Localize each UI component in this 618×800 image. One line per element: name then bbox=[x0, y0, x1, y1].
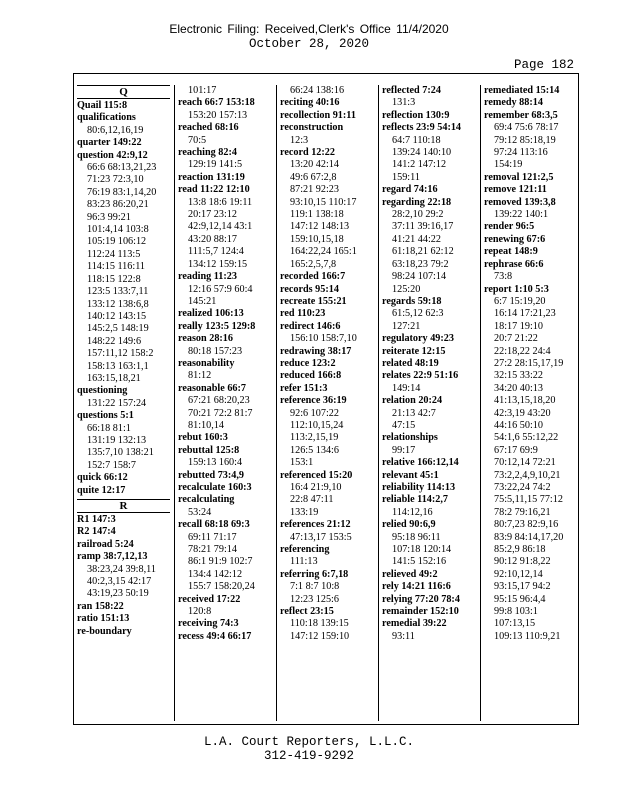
index-reference: 123:5 133:7,11 bbox=[87, 286, 149, 298]
index-reference: 148:22 149:6 bbox=[87, 335, 142, 347]
index-term: remove 121:11 bbox=[484, 184, 547, 196]
index-reference: 71:23 72:3,10 bbox=[87, 174, 144, 186]
index-reference: 73:2,2,4,9,10,21 bbox=[494, 469, 561, 481]
index-reference: 98:24 107:14 bbox=[392, 271, 447, 283]
index-reference: 120:8 bbox=[188, 606, 212, 618]
index-term: reduce 123:2 bbox=[280, 357, 336, 369]
index-term: records 95:14 bbox=[280, 283, 339, 295]
index-reference: 6:7 15:19,20 bbox=[494, 295, 546, 307]
column-divider bbox=[276, 85, 277, 721]
index-reference: 107:13,15 bbox=[494, 618, 536, 630]
reporter-phone: 312-419-9292 bbox=[263, 749, 354, 763]
index-reference: 38:23,24 39:8,11 bbox=[87, 563, 156, 575]
index-reference: 67:17 69:9 bbox=[494, 444, 538, 456]
index-term: reciting 40:16 bbox=[280, 97, 340, 109]
index-term: recorded 166:7 bbox=[280, 271, 346, 283]
index-reference: 42:3,19 43:20 bbox=[494, 407, 551, 419]
index-term: referencing bbox=[280, 544, 330, 556]
index-term: relation 20:24 bbox=[382, 395, 443, 407]
index-term: reflected 7:24 bbox=[382, 85, 441, 96]
index-term: received 17:22 bbox=[178, 593, 241, 605]
index-term: red 110:23 bbox=[280, 308, 326, 320]
index-reference: 92:6 107:22 bbox=[290, 407, 339, 419]
index-term: relates 22:9 51:16 bbox=[382, 370, 459, 382]
index-term: reconstruction bbox=[280, 122, 344, 134]
index-reference: 141:5 152:16 bbox=[392, 556, 447, 568]
index-term: relevant 45:1 bbox=[382, 469, 439, 481]
index-reference: 155:7 158:20,24 bbox=[188, 581, 255, 593]
index-reference: 63:18,23 79:2 bbox=[392, 258, 449, 270]
index-column-3 bbox=[280, 85, 376, 721]
index-reference: 75:5,11,15 77:12 bbox=[494, 494, 563, 506]
index-reference: 114:15 116:11 bbox=[87, 261, 146, 273]
index-reference: 78:21 79:14 bbox=[188, 544, 237, 556]
index-reference: 81:12 bbox=[188, 370, 212, 382]
index-term: railroad 5:24 bbox=[77, 538, 134, 550]
index-reference: 107:18 120:14 bbox=[392, 544, 452, 556]
index-column-5 bbox=[484, 85, 577, 721]
index-term: regards 59:18 bbox=[382, 295, 442, 307]
index-term: questions 5:1 bbox=[77, 410, 134, 422]
index-reference: 133:12 138:6,8 bbox=[87, 298, 149, 310]
index-reference: 93:15,17 94:2 bbox=[494, 581, 551, 593]
index-term: referring 6:7,18 bbox=[280, 568, 349, 580]
index-reference: 92:10,12,14 bbox=[494, 568, 543, 580]
index-reference: 99:17 bbox=[392, 444, 416, 456]
index-reference: 43:20 88:17 bbox=[188, 233, 237, 245]
index-term: referenced 15:20 bbox=[280, 469, 353, 481]
index-reference: 34:20 40:13 bbox=[494, 382, 543, 394]
index-reference: 12:3 bbox=[290, 134, 309, 146]
page-number: Page 182 bbox=[513, 58, 574, 72]
index-reference: 83:9 84:14,17,20 bbox=[494, 531, 564, 543]
index-term: remember 68:3,5 bbox=[484, 109, 558, 121]
index-term: reference 36:19 bbox=[280, 395, 347, 407]
index-reference: 13:8 18:6 19:11 bbox=[188, 196, 253, 208]
index-reference: 156:10 158:7,10 bbox=[290, 333, 357, 345]
index-reference: 134:12 159:15 bbox=[188, 258, 248, 270]
index-reference: 93:11 bbox=[392, 630, 415, 642]
index-term: recall 68:18 69:3 bbox=[178, 519, 250, 531]
index-reference: 70:21 72:2 81:7 bbox=[188, 407, 253, 419]
index-term: renewing 67:6 bbox=[484, 233, 546, 245]
index-reference: 93:10,15 110:17 bbox=[290, 196, 357, 208]
section-letter: R bbox=[77, 499, 170, 513]
index-reference: 101:17 bbox=[188, 85, 217, 96]
index-reference: 69:4 75:6 78:17 bbox=[494, 122, 559, 134]
reporter-name: L.A. Court Reporters, L.L.C. bbox=[203, 735, 415, 749]
index-term: quite 12:17 bbox=[77, 484, 126, 496]
index-reference: 85:2,9 86:18 bbox=[494, 544, 546, 556]
index-reference: 78:2 79:16,21 bbox=[494, 506, 551, 518]
index-reference: 159:13 160:4 bbox=[188, 457, 243, 469]
index-term: record 12:22 bbox=[280, 147, 335, 159]
index-reference: 90:12 91:8,22 bbox=[494, 556, 551, 568]
index-term: receiving 74:3 bbox=[178, 618, 239, 630]
index-reference: 54:1,6 55:12,22 bbox=[494, 432, 559, 444]
index-term: R1 147:3 bbox=[77, 514, 116, 525]
index-reference: 118:15 122:8 bbox=[87, 273, 141, 285]
index-reference: 42:9,12,14 43:1 bbox=[188, 221, 253, 233]
index-reference: 64:7 110:18 bbox=[392, 134, 441, 146]
index-reference: 80:7,23 82:9,16 bbox=[494, 519, 559, 531]
index-reference: 66:24 138:16 bbox=[290, 85, 345, 96]
index-reference: 159:10,15,18 bbox=[290, 233, 344, 245]
index-reference: 7:1 8:7 10:8 bbox=[290, 581, 340, 593]
index-term: qualifications bbox=[77, 112, 136, 124]
index-term: ran 158:22 bbox=[77, 600, 124, 612]
index-term: question 42:9,12 bbox=[77, 149, 148, 161]
index-reference: 139:22 140:1 bbox=[494, 209, 549, 221]
index-term: repeat 148:9 bbox=[484, 246, 538, 258]
index-term: reaching 82:4 bbox=[178, 147, 237, 159]
index-term: rephrase 66:6 bbox=[484, 258, 544, 270]
index-reference: 111:13 bbox=[290, 556, 318, 568]
index-reference: 109:13 110:9,21 bbox=[494, 630, 561, 642]
section-letter: Q bbox=[77, 85, 170, 99]
index-term: reliable 114:2,7 bbox=[382, 494, 449, 506]
index-reference: 21:13 42:7 bbox=[392, 407, 436, 419]
index-reference: 163:15,18,21 bbox=[87, 372, 141, 384]
index-term: remedy 88:14 bbox=[484, 97, 543, 109]
index-reference: 152:7 158:7 bbox=[87, 459, 136, 471]
index-term: relieved 49:2 bbox=[382, 568, 438, 580]
index-term: reading 11:23 bbox=[178, 271, 237, 283]
index-reference: 49:6 67:2,8 bbox=[290, 171, 337, 183]
filing-stamp: Electronic Filing: Received,Clerk's Office 11/4/2020 bbox=[169, 22, 449, 36]
index-reference: 87:21 92:23 bbox=[290, 184, 339, 196]
index-reference: 145:2,5 148:19 bbox=[87, 323, 149, 335]
index-term: reiterate 12:15 bbox=[382, 345, 446, 357]
filing-date: October 28, 2020 bbox=[248, 37, 370, 51]
index-reference: 43:19,23 50:19 bbox=[87, 588, 149, 600]
index-reference: 40:2,3,15 42:17 bbox=[87, 576, 152, 588]
index-reference: 127:21 bbox=[392, 320, 421, 332]
index-term: remedial 39:22 bbox=[382, 618, 447, 630]
index-reference: 37:11 39:16,17 bbox=[392, 221, 454, 233]
index-reference: 105:19 106:12 bbox=[87, 236, 147, 248]
index-term: reasonable 66:7 bbox=[178, 382, 247, 394]
index-reference: 159:11 bbox=[392, 171, 420, 183]
index-reference: 73:8 bbox=[494, 271, 513, 283]
index-reference: 147:12 148:13 bbox=[290, 221, 350, 233]
index-term: references 21:12 bbox=[280, 519, 351, 531]
index-term: really 123:5 129:8 bbox=[178, 320, 256, 332]
index-term: rebut 160:3 bbox=[178, 432, 228, 444]
index-reference: 131:19 132:13 bbox=[87, 434, 147, 446]
index-reference: 47:13,17 153:5 bbox=[290, 531, 352, 543]
index-term: removal 121:2,5 bbox=[484, 171, 554, 183]
index-reference: 67:21 68:20,23 bbox=[188, 395, 250, 407]
index-reference: 61:18,21 62:12 bbox=[392, 246, 454, 258]
index-reference: 153:1 bbox=[290, 457, 314, 469]
index-reference: 86:1 91:9 102:7 bbox=[188, 556, 253, 568]
index-reference: 157:11,12 158:2 bbox=[87, 348, 154, 360]
index-reference: 76:19 83:1,14,20 bbox=[87, 186, 157, 198]
index-reference: 111:5,7 124:4 bbox=[188, 246, 244, 258]
index-term: reasonability bbox=[178, 357, 235, 369]
index-term: quarter 149:22 bbox=[77, 137, 142, 149]
index-reference: 153:20 157:13 bbox=[188, 109, 248, 121]
index-term: R2 147:4 bbox=[77, 526, 116, 538]
index-term: regulatory 49:23 bbox=[382, 333, 454, 345]
index-reference: 96:3 99:21 bbox=[87, 211, 131, 223]
index-term: reason 28:16 bbox=[178, 333, 233, 345]
index-reference: 44:16 50:10 bbox=[494, 419, 543, 431]
index-reference: 147:12 159:10 bbox=[290, 630, 350, 642]
index-term: Quail 115:8 bbox=[77, 100, 128, 111]
index-reference: 95:18 96:11 bbox=[392, 531, 441, 543]
index-reference: 66:18 81:1 bbox=[87, 422, 131, 434]
index-reference: 22:8 47:11 bbox=[290, 494, 334, 506]
index-column-2 bbox=[178, 85, 274, 721]
index-reference: 149:14 bbox=[392, 382, 421, 394]
index-reference: 125:20 bbox=[392, 283, 421, 295]
index-reference: 126:5 134:6 bbox=[290, 444, 339, 456]
index-term: render 96:5 bbox=[484, 221, 535, 233]
index-term: rebutted 73:4,9 bbox=[178, 469, 245, 481]
index-reference: 139:24 140:10 bbox=[392, 147, 452, 159]
index-reference: 80:6,12,16,19 bbox=[87, 124, 144, 136]
index-term: rely 14:21 116:6 bbox=[382, 581, 451, 593]
index-reference: 41:13,15,18,20 bbox=[494, 395, 556, 407]
index-reference: 70:12,14 72:21 bbox=[494, 457, 556, 469]
index-reference: 145:21 bbox=[188, 295, 217, 307]
index-term: recalculate 160:3 bbox=[178, 482, 252, 493]
index-term: recess 49:4 66:17 bbox=[178, 630, 252, 642]
index-column-1 bbox=[77, 85, 170, 721]
index-term: refer 151:3 bbox=[280, 382, 328, 394]
index-term: remainder 152:10 bbox=[382, 606, 459, 618]
index-reference: 83:23 86:20,21 bbox=[87, 199, 149, 211]
index-term: reach 66:7 153:18 bbox=[178, 97, 255, 109]
column-divider bbox=[480, 85, 481, 721]
index-term: remediated 15:14 bbox=[484, 85, 560, 96]
index-reference: 80:18 157:23 bbox=[188, 345, 243, 357]
index-reference: 134:4 142:12 bbox=[188, 568, 243, 580]
index-term: reaction 131:19 bbox=[178, 171, 245, 183]
index-reference: 13:20 42:14 bbox=[290, 159, 339, 171]
index-term: read 11:22 12:10 bbox=[178, 184, 250, 196]
index-term: questioning bbox=[77, 385, 128, 397]
index-reference: 110:18 139:15 bbox=[290, 618, 349, 630]
index-term: reduced 166:8 bbox=[280, 370, 342, 382]
index-term: removed 139:3,8 bbox=[484, 196, 556, 208]
index-reference: 70:5 bbox=[188, 134, 207, 146]
index-reference: 114:12,16 bbox=[392, 506, 433, 518]
index-term: relied 90:6,9 bbox=[382, 519, 436, 531]
index-term: regarding 22:18 bbox=[382, 196, 452, 208]
index-term: recalculating bbox=[178, 494, 235, 506]
index-reference: 22:18,22 24:4 bbox=[494, 345, 551, 357]
index-reference: 12:16 57:9 60:4 bbox=[188, 283, 253, 295]
index-reference: 154:19 bbox=[494, 159, 523, 171]
index-term: report 1:10 5:3 bbox=[484, 283, 549, 295]
column-divider bbox=[174, 85, 175, 721]
index-term: relative 166:12,14 bbox=[382, 457, 459, 469]
index-reference: 61:5,12 62:3 bbox=[392, 308, 444, 320]
index-term: reflects 23:9 54:14 bbox=[382, 122, 462, 134]
index-term: ramp 38:7,12,13 bbox=[77, 551, 148, 563]
index-reference: 101:4,14 103:8 bbox=[87, 224, 149, 236]
index-term: regard 74:16 bbox=[382, 184, 438, 196]
index-term: redrawing 38:17 bbox=[280, 345, 352, 357]
index-reference: 73:22,24 74:2 bbox=[494, 482, 551, 493]
index-reference: 133:19 bbox=[290, 506, 319, 518]
index-reference: 131:22 157:24 bbox=[87, 397, 147, 409]
index-reference: 113:2,15,19 bbox=[290, 432, 339, 444]
index-reference: 131:3 bbox=[392, 97, 416, 109]
index-reference: 165:2,5,7,8 bbox=[290, 258, 337, 270]
index-term: relying 77:20 78:4 bbox=[382, 593, 460, 605]
index-reference: 140:12 143:15 bbox=[87, 310, 147, 322]
index-reference: 158:13 163:1,1 bbox=[87, 360, 149, 372]
index-reference: 47:15 bbox=[392, 419, 416, 431]
index-reference: 12:23 125:6 bbox=[290, 593, 339, 605]
index-reference: 20:17 23:12 bbox=[188, 209, 237, 221]
index-term: ratio 151:13 bbox=[77, 613, 130, 625]
index-term: realized 106:13 bbox=[178, 308, 244, 320]
index-reference: 20:7 21:22 bbox=[494, 333, 538, 345]
index-term: reached 68:16 bbox=[178, 122, 239, 134]
index-column-4 bbox=[382, 85, 478, 721]
index-term: re-boundary bbox=[77, 625, 132, 637]
index-reference: 81:10,14 bbox=[188, 419, 224, 431]
index-reference: 66:6 68:13,21,23 bbox=[87, 162, 157, 174]
index-reference: 41:21 44:22 bbox=[392, 233, 441, 245]
index-term: quick 66:12 bbox=[77, 472, 128, 484]
index-reference: 95:15 96:4,4 bbox=[494, 593, 546, 605]
index-term: reflection 130:9 bbox=[382, 109, 450, 121]
index-reference: 53:24 bbox=[188, 506, 212, 518]
index-reference: 129:19 141:5 bbox=[188, 159, 243, 171]
index-term: relationships bbox=[382, 432, 438, 444]
index-reference: 16:4 21:9,10 bbox=[290, 482, 342, 493]
index-reference: 16:14 17:21,23 bbox=[494, 308, 556, 320]
index-reference: 164:22,24 165:1 bbox=[290, 246, 357, 258]
index-reference: 79:12 85:18,19 bbox=[494, 134, 556, 146]
index-reference: 141:2 147:12 bbox=[392, 159, 447, 171]
index-reference: 28:2,10 29:2 bbox=[392, 209, 444, 221]
index-term: redirect 146:6 bbox=[280, 320, 341, 332]
index-reference: 112:24 113:5 bbox=[87, 248, 141, 260]
index-reference: 112:10,15,24 bbox=[290, 419, 344, 431]
index-reference: 135:7,10 138:21 bbox=[87, 447, 154, 459]
index-term: rebuttal 125:8 bbox=[178, 444, 240, 456]
index-reference: 99:8 103:1 bbox=[494, 606, 538, 618]
index-reference: 32:15 33:22 bbox=[494, 370, 543, 382]
index-reference: 18:17 19:10 bbox=[494, 320, 543, 332]
index-term: recreate 155:21 bbox=[280, 295, 347, 307]
index-reference: 69:11 71:17 bbox=[188, 531, 237, 543]
index-reference: 27:2 28:15,17,19 bbox=[494, 357, 564, 369]
index-term: recollection 91:11 bbox=[280, 109, 356, 121]
index-term: reflect 23:15 bbox=[280, 606, 334, 618]
index-term: related 48:19 bbox=[382, 357, 439, 369]
index-reference: 119:1 138:18 bbox=[290, 209, 344, 221]
index-reference: 97:24 113:16 bbox=[494, 147, 548, 159]
index-term: reliability 114:13 bbox=[382, 482, 456, 493]
column-divider bbox=[378, 85, 379, 721]
